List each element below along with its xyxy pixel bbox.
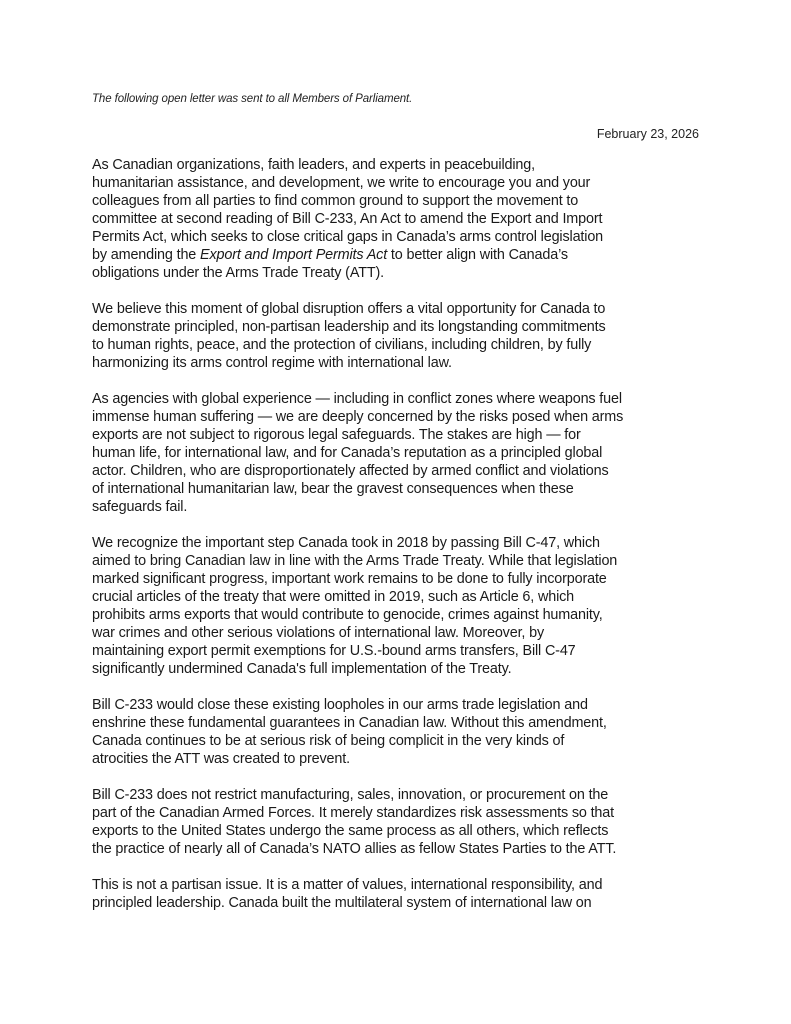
text-line: As agencies with global experience — including in conflict zones where weapons fuel: [92, 391, 622, 407]
text-line: the practice of nearly all of Canada’s NATO allies as fellow States Parties to the ATT.: [92, 841, 617, 857]
text-line: enshrine these fundamental guarantees in Canadian law. Without this amendment,: [92, 715, 607, 731]
text-line: principled leadership. Canada built the multilateral system of international law on: [92, 895, 592, 911]
paragraph-1: [92, 156, 712, 282]
text-line: committee at second reading of Bill C-233, An Act to amend the Export and Import: [92, 211, 603, 227]
text-line: to human rights, peace, and the protection of civilians, including children, by fully: [92, 337, 592, 353]
text-line: This is not a partisan issue. It is a matter of values, international responsibility, and: [92, 877, 603, 893]
letter-date: February 23, 2026: [596, 127, 699, 141]
text-segment: by amending the: [92, 247, 201, 263]
paragraph-6: [92, 786, 712, 858]
text-line: obligations under the Arms Trade Treaty (ATT).: [92, 265, 384, 281]
text-line: We believe this moment of global disruption offers a vital opportunity for Canada to: [92, 301, 606, 317]
text-line: maintaining export permit exemptions for U.S.-bound arms transfers, Bill C-47: [92, 643, 576, 659]
text-line: safeguards fail.: [92, 499, 188, 515]
text-line: exports are not subject to rigorous legal safeguards. The stakes are high — for: [92, 427, 581, 443]
text-line: demonstrate principled, non-partisan leadership and its longstanding commitments: [92, 319, 606, 335]
text-line: Bill C-233 does not restrict manufacturing, sales, innovation, or procurement on the: [92, 787, 609, 803]
text-line: immense human suffering — we are deeply concerned by the risks posed when arms: [92, 409, 624, 425]
text-line: significantly undermined Canada's full implementation of the Treaty.: [92, 661, 512, 677]
text-line: actor. Children, who are disproportionately affected by armed conflict and violations: [92, 463, 609, 479]
letter-body: [92, 156, 712, 930]
text-line: exports to the United States undergo the same process as all others, which reflects: [92, 823, 609, 839]
text-line: We recognize the important step Canada took in 2018 by passing Bill C-47, which: [92, 535, 600, 551]
text-segment: to better align with Canada’s: [387, 247, 568, 263]
text-line: marked significant progress, important work remains to be done to fully incorporate: [92, 571, 607, 587]
text-line: Canada continues to be at serious risk of being complicit in the very kinds of: [92, 733, 565, 749]
paragraph-5: [92, 696, 712, 768]
text-line: of international humanitarian law, bear the gravest consequences when these: [92, 481, 574, 497]
act-title-italic: Export and Import Permits Act: [200, 247, 388, 263]
text-line: war crimes and other serious violations of international law. Moreover, by: [92, 625, 545, 641]
paragraph-7: [92, 876, 712, 912]
text-line: atrocities the ATT was created to prevent.: [92, 751, 350, 767]
text-line: part of the Canadian Armed Forces. It merely standardizes risk assessments so that: [92, 805, 614, 821]
text-line: colleagues from all parties to find common ground to support the movement to: [92, 193, 579, 209]
text-line: Permits Act, which seeks to close critical gaps in Canada’s arms control legislation: [92, 229, 604, 245]
text-line: crucial articles of the treaty that were omitted in 2019, such as Article 6, which: [92, 589, 575, 605]
text-line: prohibits arms exports that would contribute to genocide, crimes against humanity,: [92, 607, 603, 623]
paragraph-3: [92, 390, 712, 516]
paragraph-4: [92, 534, 712, 678]
text-line: Bill C-233 would close these existing loopholes in our arms trade legislation and: [92, 697, 588, 713]
paragraph-2: [92, 300, 712, 372]
text-line: human life, for international law, and for Canada’s reputation as a principled global: [92, 445, 603, 461]
text-line: As Canadian organizations, faith leaders, and experts in peacebuilding,: [92, 157, 535, 173]
text-line: aimed to bring Canadian law in line with the Arms Trade Treaty. While that legislation: [92, 553, 618, 569]
intro-note: The following open letter was sent to all Members of Parliament.: [92, 93, 413, 105]
text-line: [92, 246, 712, 264]
text-line: humanitarian assistance, and development, we write to encourage you and your: [92, 175, 591, 191]
text-line: harmonizing its arms control regime with international law.: [92, 355, 452, 371]
